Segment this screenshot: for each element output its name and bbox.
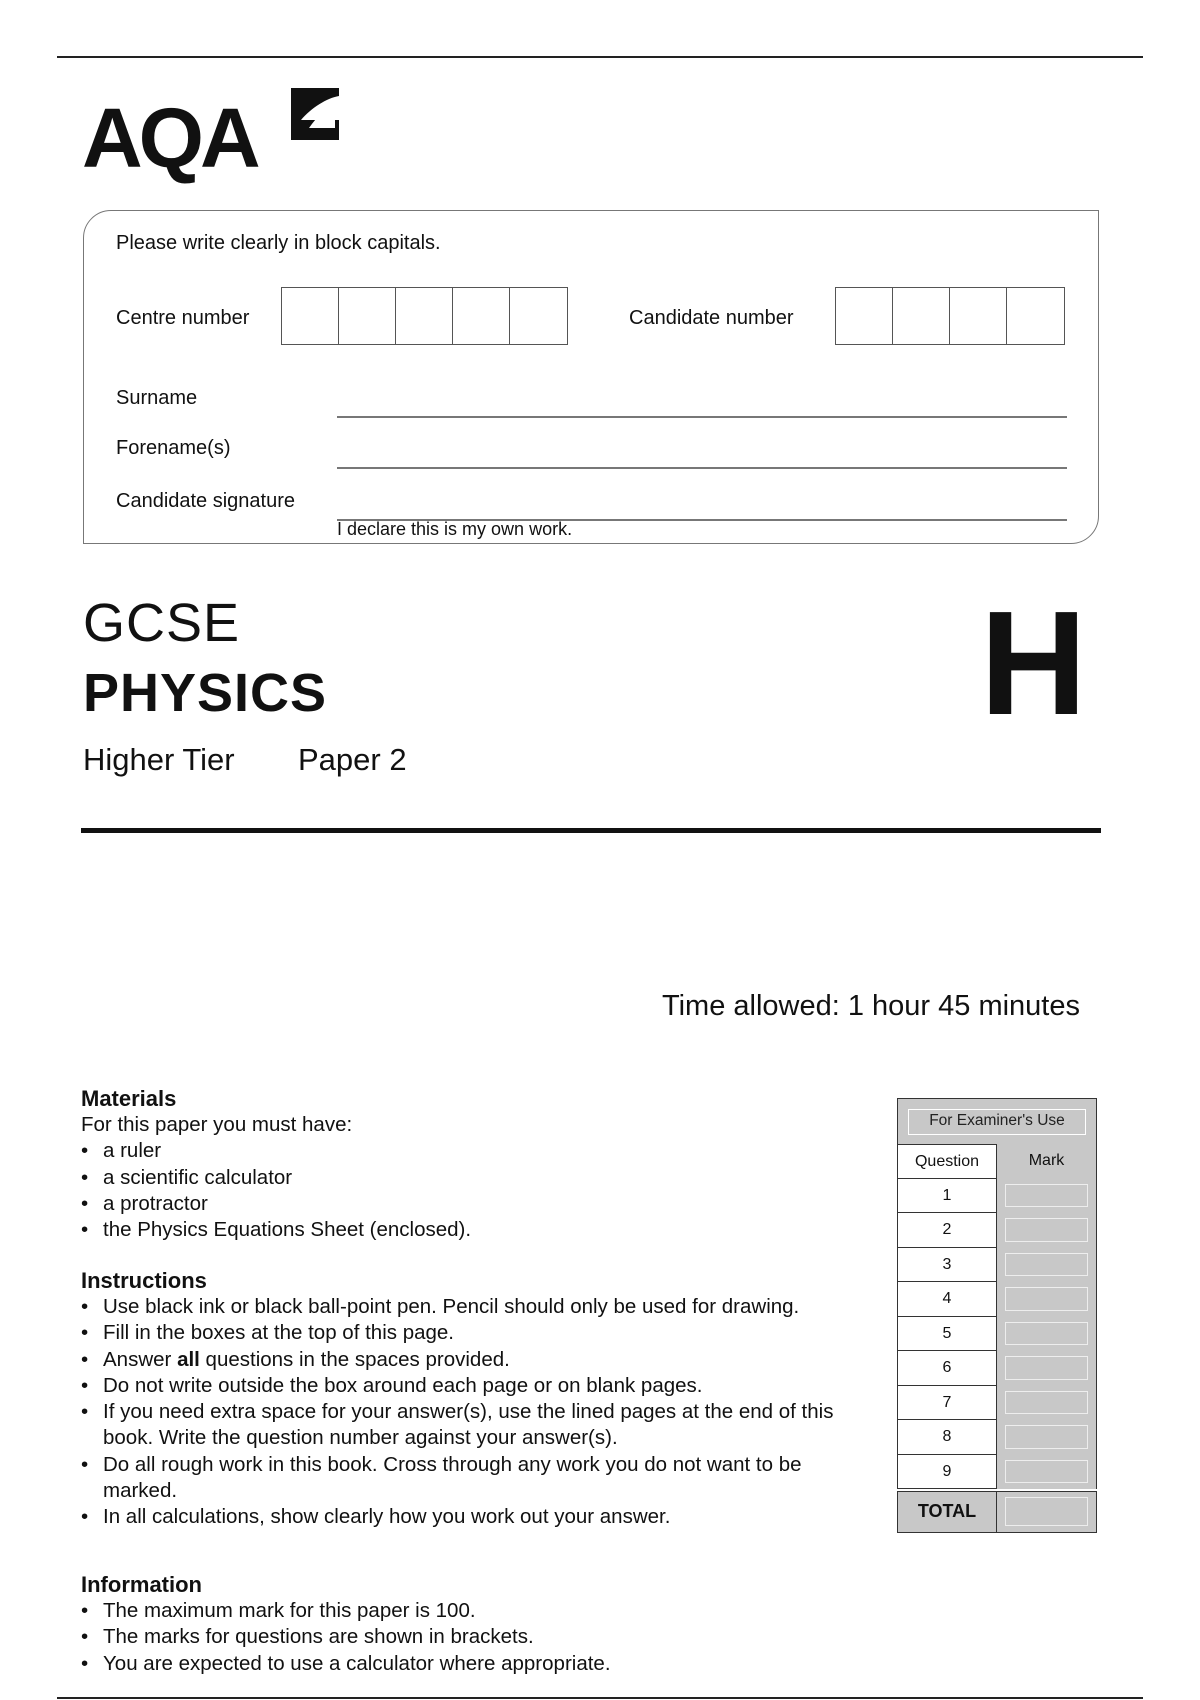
materials-item: • a ruler <box>81 1138 881 1164</box>
question-number: 5 <box>897 1317 997 1352</box>
question-row <box>897 1248 1097 1283</box>
instruction-item: • Do all rough work in this book. Cross through any work you do not want to be marked. <box>81 1452 871 1505</box>
question-row <box>897 1179 1097 1214</box>
centre-digit-box[interactable] <box>339 288 396 344</box>
forenames-line[interactable] <box>337 467 1067 469</box>
question-row <box>897 1282 1097 1317</box>
question-row <box>897 1351 1097 1386</box>
top-rule <box>57 56 1143 58</box>
question-number: 1 <box>897 1179 997 1214</box>
logo-mark-icon <box>287 86 343 142</box>
total-label: TOTAL <box>897 1492 997 1532</box>
subject-title: PHYSICS <box>83 663 328 723</box>
total-row <box>897 1491 1097 1533</box>
materials-item: • the Physics Equations Sheet (enclosed). <box>81 1217 881 1243</box>
question-number: 4 <box>897 1282 997 1317</box>
question-row <box>897 1420 1097 1455</box>
mark-cell[interactable] <box>997 1351 1097 1386</box>
question-row <box>897 1455 1097 1490</box>
surname-line[interactable] <box>337 416 1067 418</box>
tier-label: Higher Tier <box>83 742 235 777</box>
instruction-item: • In all calculations, show clearly how you work out your answer. <box>81 1504 871 1530</box>
instruction-item: • Use black ink or black ball-point pen. Pencil should only be used for drawing. <box>81 1294 871 1320</box>
centre-digit-box[interactable] <box>510 288 567 344</box>
examiner-header-row <box>897 1144 1097 1179</box>
mark-header-cell <box>997 1144 1097 1179</box>
bottom-rule <box>57 1697 1143 1699</box>
question-row <box>897 1317 1097 1352</box>
question-number: 2 <box>897 1213 997 1248</box>
instructions-section <box>81 1268 871 1531</box>
examiner-title: For Examiner's Use <box>908 1109 1086 1135</box>
question-number: 7 <box>897 1386 997 1421</box>
mark-header: Mark <box>1028 1152 1065 1169</box>
centre-digit-box[interactable] <box>453 288 510 344</box>
instruction-item: • Do not write outside the box around each page or on blank pages. <box>81 1373 871 1399</box>
materials-heading: Materials <box>81 1086 177 1111</box>
materials-item: • a scientific calculator <box>81 1165 881 1191</box>
candidate-digit-box[interactable] <box>950 288 1007 344</box>
logo-text: AQA <box>82 91 257 185</box>
declaration-text: I declare this is my own work. <box>337 519 573 539</box>
surname-label: Surname <box>116 387 198 409</box>
question-header: Question <box>897 1144 997 1179</box>
question-number: 9 <box>897 1455 997 1490</box>
candidate-number-label: Candidate number <box>629 307 794 329</box>
qualification-title: GCSE <box>83 593 241 653</box>
question-number: 8 <box>897 1420 997 1455</box>
forenames-label: Forename(s) <box>116 437 231 459</box>
total-mark-cell[interactable] <box>997 1492 1097 1532</box>
question-number: 6 <box>897 1351 997 1386</box>
examiner-title-bar <box>897 1098 1097 1144</box>
information-item: • The maximum mark for this paper is 100. <box>81 1598 881 1624</box>
information-item: • The marks for questions are shown in brackets. <box>81 1624 881 1650</box>
mark-cell[interactable] <box>997 1455 1097 1490</box>
mark-cell[interactable] <box>997 1420 1097 1455</box>
mark-cell[interactable] <box>997 1213 1097 1248</box>
information-section <box>81 1572 881 1677</box>
candidate-digit-box[interactable] <box>1007 288 1064 344</box>
centre-digit-box[interactable] <box>282 288 339 344</box>
examiner-use-grid <box>897 1098 1097 1534</box>
mark-cell[interactable] <box>997 1386 1097 1421</box>
question-row <box>897 1386 1097 1421</box>
centre-number-boxes[interactable] <box>281 287 568 345</box>
mark-cell[interactable] <box>997 1179 1097 1214</box>
instruction-item: • Fill in the boxes at the top of this page. <box>81 1320 871 1346</box>
centre-digit-box[interactable] <box>396 288 453 344</box>
candidate-digit-box[interactable] <box>836 288 893 344</box>
candidate-digit-box[interactable] <box>893 288 950 344</box>
mark-cell[interactable] <box>997 1317 1097 1352</box>
instruction-item: • If you need extra space for your answer(s), use the lined pages at the end of this book. Write the question number against your answer(s). <box>81 1399 871 1452</box>
information-item: • You are expected to use a calculator where appropriate. <box>81 1651 881 1677</box>
instruction-item: • Answer all questions in the spaces provided. <box>81 1347 871 1373</box>
paper-label: Paper 2 <box>298 742 407 777</box>
mark-cell[interactable] <box>997 1282 1097 1317</box>
information-heading: Information <box>81 1572 202 1597</box>
question-number: 3 <box>897 1248 997 1283</box>
title-rule <box>81 828 1101 833</box>
question-row <box>897 1213 1097 1248</box>
mark-cell[interactable] <box>997 1248 1097 1283</box>
time-allowed: Time allowed: 1 hour 45 minutes <box>661 990 1080 1022</box>
materials-item: • a protractor <box>81 1191 881 1217</box>
centre-number-label: Centre number <box>116 307 250 329</box>
candidate-number-boxes[interactable] <box>835 287 1065 345</box>
tier-letter: H <box>980 581 1087 746</box>
materials-section <box>81 1086 881 1243</box>
materials-intro: For this paper you must have: <box>81 1113 353 1136</box>
block-capitals-instruction: Please write clearly in block capitals. <box>116 232 441 254</box>
instructions-heading: Instructions <box>81 1268 207 1293</box>
signature-label: Candidate signature <box>116 490 296 512</box>
aqa-logo <box>82 86 352 186</box>
